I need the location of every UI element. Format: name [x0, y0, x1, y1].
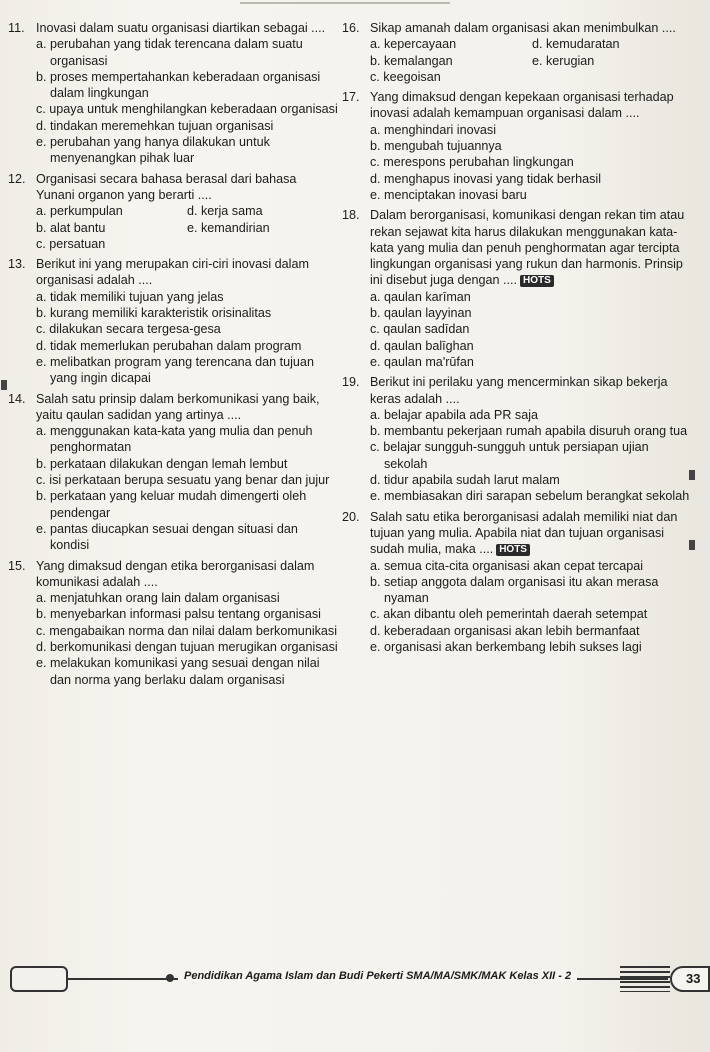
hots-badge: HOTS	[520, 275, 554, 287]
answer-option: e. menciptakan inovasi baru	[370, 187, 527, 202]
page-edge-mark	[689, 540, 695, 550]
question-17	[342, 89, 694, 203]
answer-option: d. tindakan meremehkan tujuan organisasi	[36, 118, 274, 133]
question-number: 16.	[342, 21, 360, 35]
answer-option: c. upaya untuk menghilangkan keberadaan organisasi	[36, 102, 338, 117]
answer-option: a. semua cita-cita organisasi akan cepat tercapai	[370, 558, 644, 573]
question-11	[8, 20, 338, 167]
question-stem-text: Inovasi dalam suatu organisasi diartikan sebagai ....	[36, 21, 326, 35]
page-edge-mark	[1, 380, 7, 390]
answer-option: c. akan dibantu oleh pemerintah daerah setempat	[370, 607, 648, 622]
answer-options-grid	[36, 203, 338, 252]
answer-option: c. keegoisan	[370, 69, 441, 84]
answer-option: d. berkomunikasi dengan tujuan merugikan organisasi	[36, 639, 338, 654]
question-number: 19.	[342, 375, 360, 390]
answer-option: b. membantu pekerjaan rumah apabila disuruh orang tua	[370, 424, 688, 439]
question-18	[342, 207, 694, 370]
question-14	[8, 391, 338, 554]
question-stem-text: Berikut ini perilaku yang mencerminkan sikap bekerja keras adalah ....	[370, 375, 668, 406]
page-edge-mark	[689, 470, 695, 480]
answer-option: c. belajar sungguh-sungguh untuk persiapan ujian sekolah	[370, 440, 649, 471]
answer-option: b. alat bantu	[36, 220, 106, 235]
answer-option: e. perubahan yang hanya dilakukan untuk menyenangkan pihak luar	[36, 135, 270, 166]
question-stem-text: Yang dimaksud dengan etika berorganisasi dalam komunikasi adalah ....	[36, 558, 315, 589]
question-number: 13.	[8, 257, 26, 272]
footer-box	[10, 966, 68, 992]
left-column	[8, 20, 338, 692]
question-stem-text: Salah satu etika berorganisasi adalah memiliki niat dan tujuan yang mulia. Apabila niat dan tujuan organisasi sudah mulia, maka ....	[370, 509, 678, 557]
answer-option: a. qaulan karīman	[370, 289, 471, 304]
answer-option: d. tidur apabila sudah larut malam	[370, 473, 560, 488]
question-stem	[370, 20, 694, 36]
footer-title: Pendidikan Agama Islam dan Budi Pekerti SMA/MA/SMK/MAK Kelas XII - 2	[178, 970, 577, 982]
answer-option: e. kemandirian	[187, 220, 270, 235]
answer-option: b. menyebarkan informasi palsu tentang organisasi	[36, 607, 321, 622]
page-footer	[0, 960, 699, 996]
answer-option: e. qaulan ma'rūfan	[370, 354, 474, 369]
footer-stripes	[620, 966, 670, 992]
answer-option: b. perkataan yang keluar mudah dimengerti oleh pendengar	[36, 489, 307, 520]
answer-option: b. mengubah tujuannya	[370, 139, 502, 154]
top-decoration	[240, 2, 450, 12]
answer-option: c. persatuan	[36, 236, 106, 251]
answer-option: c. qaulan sadīdan	[370, 322, 470, 337]
question-number: 11.	[8, 21, 25, 35]
answer-option: a. perubahan yang tidak terencana dalam suatu organisasi	[36, 37, 303, 68]
answer-options-grid	[370, 36, 694, 85]
answer-option: c. mengabaikan norma dan nilai dalam berkomunikasi	[36, 623, 338, 638]
answer-option: d. menghapus inovasi yang tidak berhasil	[370, 171, 602, 186]
question-stem	[36, 20, 338, 36]
answer-option: b. proses mempertahankan keberadaan organisasi dalam lingkungan	[36, 69, 321, 101]
question-stem	[370, 374, 694, 407]
answer-option: a. menghindari inovasi	[370, 122, 497, 137]
answer-option: a. tidak memiliki tujuan yang jelas	[36, 289, 224, 304]
answer-option: a. perkumpulan	[36, 204, 123, 219]
question-16	[342, 20, 694, 85]
question-20	[342, 509, 694, 656]
answer-option: d. kerja sama	[187, 204, 263, 219]
answer-option: b. kemalangan	[370, 53, 453, 68]
question-stem	[36, 256, 338, 289]
answer-option: e. melakukan komunikasi yang sesuai dengan nilai dan norma yang berlaku dalam organisasi	[36, 656, 320, 687]
answer-option: a. menggunakan kata-kata yang mulia dan penuh penghormatan	[36, 424, 313, 455]
question-number: 18.	[342, 208, 360, 223]
question-13	[8, 256, 338, 386]
answer-option	[532, 69, 694, 85]
question-number: 20.	[342, 509, 360, 524]
question-stem-text: Dalam berorganisasi, komunikasi dengan rekan tim atau rekan sejawat kita harus dilakukan menggunakan kata-kata yang mulia dan penuh penghormatan agar tercipta lingkungan organisasi yang rukun dan harmonis. Prinsip ini disebut juga dengan ....	[370, 208, 685, 288]
question-19	[342, 374, 694, 504]
question-stem	[370, 207, 694, 288]
question-12	[8, 171, 338, 252]
answer-option: a. kepercayaan	[370, 37, 457, 52]
question-stem	[36, 171, 338, 204]
question-stem	[36, 558, 338, 591]
answer-option: e. pantas diucapkan sesuai dengan situasi dan kondisi	[36, 521, 298, 553]
right-column	[342, 20, 694, 659]
answer-option: d. qaulan balīghan	[370, 338, 474, 353]
question-number: 17.	[342, 90, 360, 105]
answer-option: b. setiap anggota dalam organisasi itu akan merasa nyaman	[370, 574, 659, 606]
answer-option: e. kerugian	[532, 53, 595, 68]
question-number: 12.	[8, 171, 26, 186]
answer-option: d. kemudaratan	[532, 37, 620, 52]
page-number: 33	[670, 966, 710, 992]
answer-option: e. membiasakan diri sarapan sebelum berangkat sekolah	[370, 489, 690, 504]
answer-option: d. keberadaan organisasi akan lebih bermanfaat	[370, 623, 640, 638]
question-15	[8, 558, 338, 688]
question-stem	[370, 89, 694, 122]
answer-option: a. belajar apabila ada PR saja	[370, 407, 539, 422]
question-stem-text: Berikut ini yang merupakan ciri-ciri inovasi dalam organisasi adalah ....	[36, 257, 309, 288]
question-stem	[36, 391, 338, 424]
answer-option: a. menjatuhkan orang lain dalam organisasi	[36, 591, 280, 606]
question-number: 15.	[8, 558, 26, 573]
answer-option: b. kurang memiliki karakteristik orisinalitas	[36, 306, 272, 321]
answer-option: b. qaulan layyinan	[370, 306, 472, 321]
answer-option: e. organisasi akan berkembang lebih sukses lagi	[370, 639, 642, 654]
question-stem	[370, 509, 694, 558]
question-stem-text: Organisasi secara bahasa berasal dari bahasa Yunani organon yang berarti ....	[36, 171, 297, 202]
answer-option: d. tidak memerlukan perubahan dalam program	[36, 338, 302, 353]
question-stem-text: Salah satu prinsip dalam berkomunikasi yang baik, yaitu qaulan sadidan yang artinya ....	[36, 391, 320, 422]
answer-option: c. merespons perubahan lingkungan	[370, 155, 574, 170]
answer-option: c. dilakukan secara tergesa-gesa	[36, 322, 221, 337]
question-number: 14.	[8, 391, 26, 406]
answer-option: e. melibatkan program yang terencana dan tujuan yang ingin dicapai	[36, 354, 314, 386]
answer-option: c. isi perkataan berupa sesuatu yang benar dan jujur	[36, 473, 330, 488]
question-stem-text: Sikap amanah dalam organisasi akan menimbulkan ....	[370, 21, 676, 35]
footer-dot	[166, 974, 174, 982]
question-stem-text: Yang dimaksud dengan kepekaan organisasi terhadap inovasi adalah kemampuan organisasi dalam ....	[370, 90, 674, 121]
hots-badge: HOTS	[496, 544, 530, 556]
answer-option	[187, 236, 338, 252]
answer-option: b. perkataan dilakukan dengan lemah lembut	[36, 456, 288, 471]
